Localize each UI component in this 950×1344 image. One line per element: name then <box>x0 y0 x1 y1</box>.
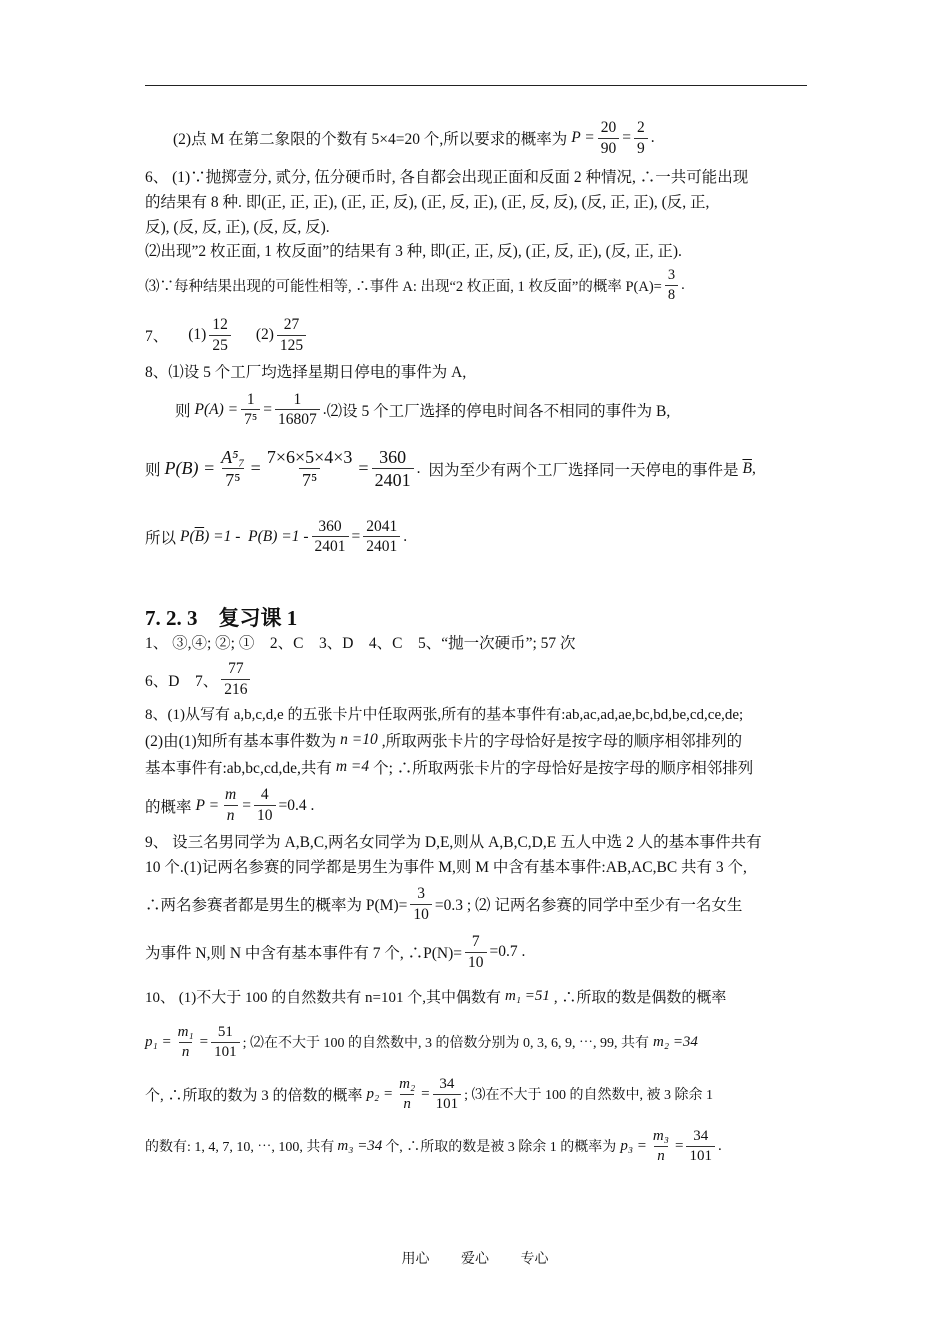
fraction: $\frac{m}{n}$ <box>225 786 237 825</box>
fraction: $\frac{360}{2401}$ <box>312 518 349 557</box>
question-6: 6、 (1)∵抛掷壹分, 贰分, 伍分硬币时, 各自都会出现正面和反面 2 种情况, ∴一共可能出现 的结果有 8 种. 即(正, 正, 正), (正, 正, 反), (正, 反, 正), (正, 反, 反), (反, 正, 正), (反, 正, 反), (反, 反, 正), (反, 反, 反). ⑵出现”2 枚正面, 1 枚反面”的结果有 3 种, 即(正, 正, 反), (正, 反, 正), (反, 正, 正). ⑶∵每种结果出现的可能性相等, ∴事件 A: 出现“2 枚正面, 1 枚反面”的概率 P(A)= $\frac{3}{8}$ . <box>145 169 749 303</box>
fraction: $\frac{\text{m₁}}{n}$ <box>177 1023 194 1060</box>
fraction: $\frac{2041}{2401}$ <box>363 518 400 557</box>
fraction: $\frac{7\times 6\times 5\times 4\times 3}{\text{7⁵}}$ <box>266 446 353 491</box>
review-question-8: 8、(1)从写有 a,b,c,d,e 的五张卡片中任取两张,所有的基本事件有:ab,ac,ad,ae,bc,bd,be,cd,ce,de; (2)由(1)知所有基本事件数为 n =10 ,所取两张卡片的字母恰好是按字母的顺序相邻排列的 基本事件有:ab,bc,cd,de,共有 m =4 个; ∴所取两张卡片的字母恰好是按字母的顺序相邻排列 的概率 P = $\frac{m}{n}$ = $\frac{4}{10}$ =0.4 . <box>145 706 754 825</box>
fraction: $\frac{12}{25}$ <box>209 316 231 355</box>
section-title: 7. 2. 3 复习课 1 <box>145 605 298 630</box>
fraction: $\frac{1}{\text{7⁵}}$ <box>241 391 260 430</box>
fraction: $\frac{2}{9}$ <box>634 119 648 158</box>
review-answers-6-7: 6、D 7、 $\frac{77}{216}$ <box>145 657 807 703</box>
question-7: 7、 (1) $\frac{12}{25}$ (2) $\frac{27}{125}$ <box>145 309 807 361</box>
fraction: $\frac{34}{101}$ <box>686 1128 715 1166</box>
review-question-9: 9、 设三名男同学为 A,B,C,两名女同学为 D,E,则从 A,B,C,D,E 五人中选 2 人的基本事件共有 10 个.(1)记两名参赛的同学都是男生为事件 M,则 M 中含有基本事件:AB,AC,BC 共有 3 个, ∴两名参赛者都是男生的概率为 P(M)= $\frac{3}{10}$ =0.3 ; ⑵ 记两名参赛的同学中至少有一名女生 为事件 N,则 N 中含有基本事件有 7 个, ∴P(N)= $\frac{7}{10}$ =0.7 . <box>145 833 762 971</box>
fraction: $\frac{3}{8}$ <box>665 267 678 303</box>
review-question-10: 10、 (1)不大于 100 的自然数共有 n=101 个,其中偶数有 m₁ =51 , ∴所取的数是偶数的概率 p₁ = $\frac{\text{m₁}}{n}$ = $\frac{51}{101}$ ; ⑵在不大于 100 的自然数中, 3 的倍数分别为 0, 3, 6, 9, ⋯, 99, 共有 m₂ =34 个, ∴所取的数为 3 的倍数的概率 p₂ = $\frac{\text{m₂}}{n}$ = $\frac{34}{101}$ ; ⑶在不大于 100 的自然数中, 被 3 除余 1 的数有: 1, 4, 7, 10, ⋯, 100, 共有 m₃ =34 个, ∴所取的数是被 3 除余 1 的概率为 p₃ = $\frac{\text{m₃}}{n}$ = $\frac{34}{101}$ . <box>145 987 727 1164</box>
fraction: $\frac{51}{101}$ <box>211 1024 240 1062</box>
page-content <box>145 118 807 1172</box>
fraction: $\frac{4}{10}$ <box>254 786 276 825</box>
fraction: $\frac{3}{10}$ <box>410 885 432 924</box>
answer-p2: (2)点 M 在第二象限的个数有 5×4=20 个,所以要求的概率为 P = $\frac{20}{90}$ = $\frac{2}{9}$ . <box>173 118 655 157</box>
fraction: $\frac{7}{10}$ <box>465 933 487 972</box>
review-answers-1-5: 1、 ③,④; ②; ① 2、C 3、D 4、C 5、“抛一次硬币”; 57 次 <box>145 634 576 652</box>
fraction: $\frac{360}{2401}$ <box>372 447 414 491</box>
question-8: 8、⑴设 5 个工厂均选择星期日停电的事件为 A, 则 P(A) = $\frac{1}{\text{7⁵}}$ = $\frac{1}{16807}$ . ⑵设 5 个工厂选择的停电时间各不相同的事件为 B, 则 P(B) = $\frac{\text{A⁵₇}}{\text{7⁵}}$ = $\frac{7\times 6\times 5\times 4\times 3}{\text{7⁵}}$ = $\frac{360}{2401}$ . 因为至少有两个工厂选择同一天停电的事件是 $\overline{B}$ , 所以 P( $\overline{B}$ ) =1 - P(B) =1 - $\frac{360}{2401}$ = $\frac{2041}{2401}$ . <box>145 364 756 556</box>
fraction: $\frac{34}{101}$ <box>433 1076 462 1114</box>
fraction: $\frac{\text{A⁵₇}}{\text{7⁵}}$ <box>221 446 245 491</box>
fraction: $\frac{27}{125}$ <box>277 316 306 355</box>
fraction: $\frac{\text{m₃}}{n}$ <box>652 1127 669 1164</box>
fraction: $\frac{77}{216}$ <box>221 660 250 699</box>
fraction: $\frac{\text{m₂}}{n}$ <box>399 1075 416 1112</box>
page-footer: 用心 爱心 专心 <box>401 1252 549 1267</box>
fraction: $\frac{20}{90}$ <box>598 119 620 158</box>
header-rule <box>145 85 807 86</box>
fraction: $\frac{1}{16807}$ <box>275 391 320 430</box>
